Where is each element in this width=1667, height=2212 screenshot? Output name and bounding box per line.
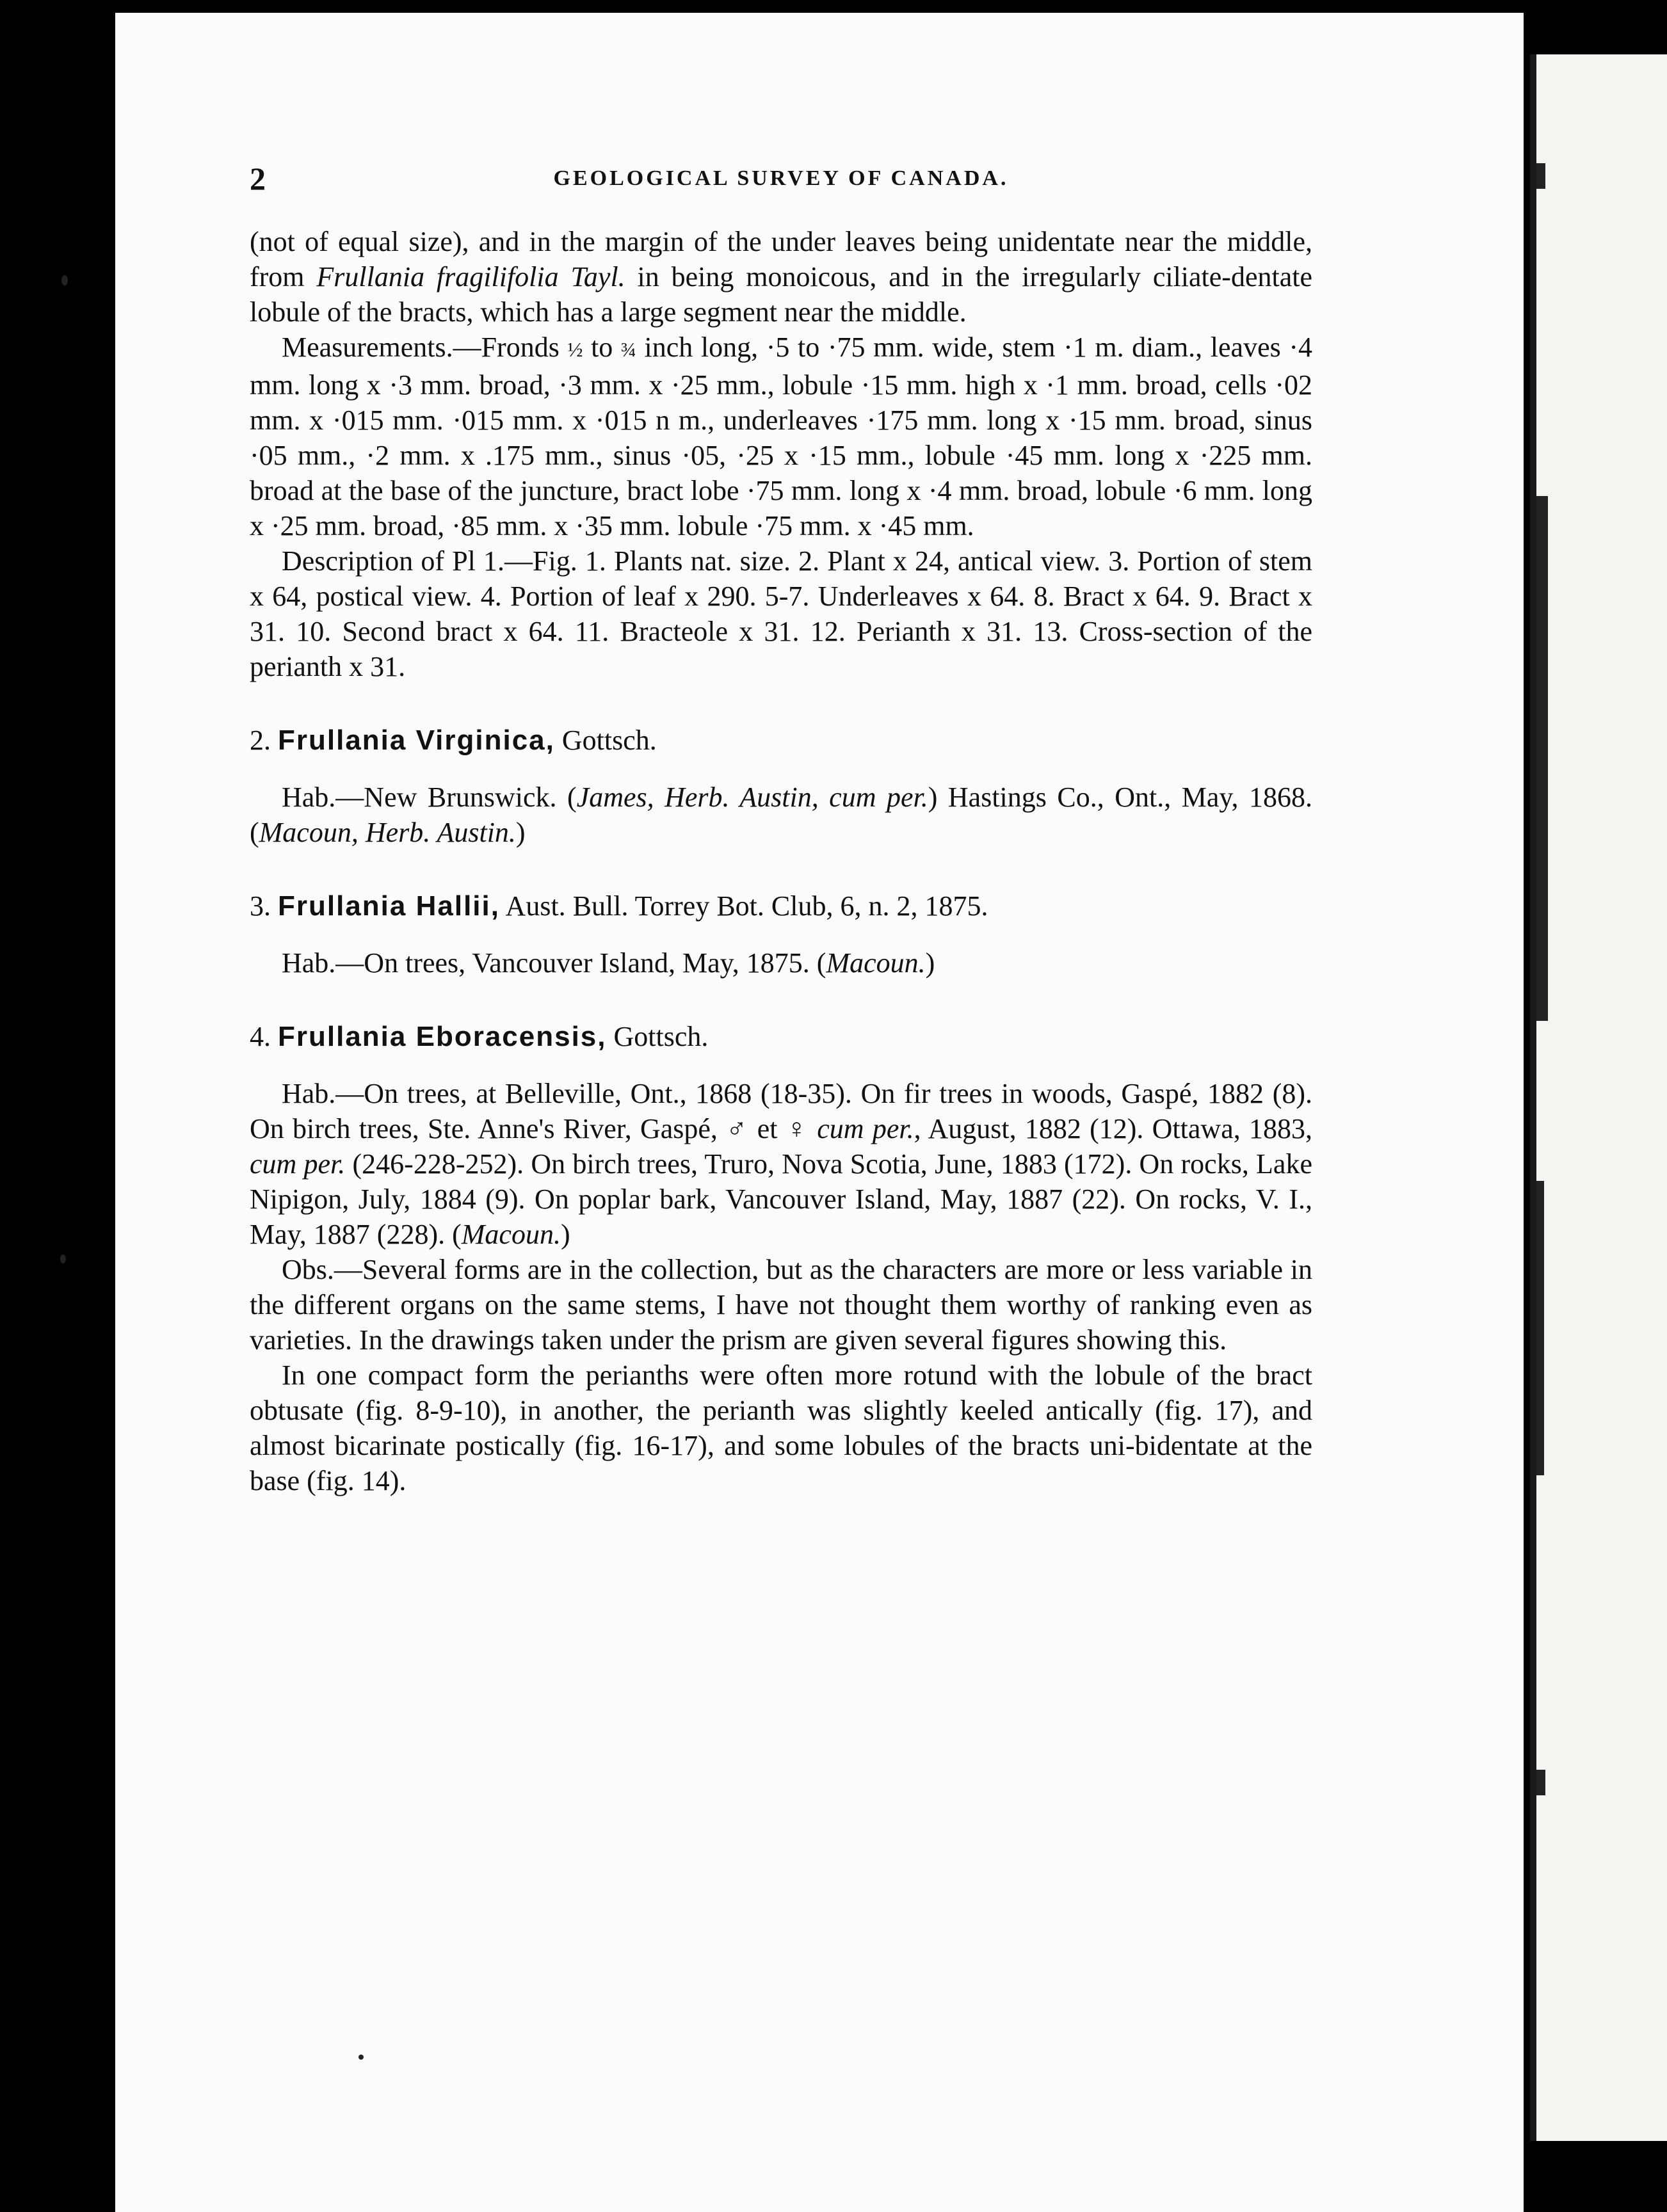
running-head — [250, 160, 1312, 198]
text-run: (not of equal size), and in the margin of the under leaves being unidentate near the middle, from — [250, 226, 1312, 293]
italic-run: James, Herb. Austin, cum per. — [576, 781, 928, 813]
scan-speck — [60, 1254, 66, 1263]
scan-speck — [358, 2055, 364, 2060]
text-run: Hab.—New Brunswick. ( — [282, 781, 577, 813]
adjacent-page-edge — [1530, 54, 1667, 2141]
species-number: 2. — [250, 725, 278, 756]
text-run: to — [583, 332, 621, 363]
page-spine-shadow — [1530, 54, 1536, 2141]
text-run: ) — [515, 817, 526, 848]
species-paragraph — [250, 780, 1312, 850]
text-run: Obs.—Several forms are in the collection, but as the characters are more or less variable in the different organs on the same stems, I have not thought them worthy of ranking even as varieties. In the drawings taken under the prism are given several figures showing this. — [250, 1254, 1312, 1356]
spine-mark — [1536, 496, 1548, 1021]
species-citation: Bull. Torrey Bot. Club, 6, n. 2, 1875. — [565, 890, 988, 922]
italic-run: cum per. — [817, 1113, 914, 1144]
running-title: GEOLOGICAL SURVEY OF CANADA. — [553, 166, 1009, 190]
text-run: Hab.—On trees, at Belleville, Ont., 1868 (18-35). On fir trees in woods, Gaspé, 1882 (8). On birch trees, Ste. Anne's River, Gaspé, ♂ et ♀ — [250, 1078, 1312, 1144]
text-run: ) — [560, 1219, 570, 1250]
scan-speck — [61, 275, 68, 285]
species-number: 4. — [250, 1021, 278, 1052]
species-authority: Aust. — [499, 890, 566, 922]
species-paragraph — [250, 1076, 1312, 1252]
species-name: Frullania Virginica, — [278, 725, 555, 756]
italic-run: Macoun. — [826, 947, 926, 979]
text-run: In one compact form the perianths were often more rotund with the lobule of the bract obtusate (fig. 8-9-10), in another, the perianth was slightly keeled antically (fig. 17), and almost bicarinate postically (fig. 16-17), and some lobules of the bracts uni-bidentate at the base (fig. 14). — [250, 1359, 1312, 1496]
italic-run: cum per. — [250, 1148, 346, 1180]
text-run: , August, 1882 (12). Ottawa, 1883, — [914, 1113, 1312, 1144]
fraction: ¾ — [620, 338, 636, 361]
text-run: Hab.—On trees, Vancouver Island, May, 1875. ( — [282, 947, 826, 979]
species-heading — [250, 888, 1312, 924]
continuation-paragraph — [250, 224, 1312, 330]
species-authority: Gottsch. — [554, 725, 657, 756]
species-heading — [250, 723, 1312, 758]
description-paragraph: Description of Pl 1.—Fig. 1. Plants nat. size. 2. Plant x 24, antical view. 3. Portion of stem x 64, postical view. 4. Portion of leaf x 290. 5-7. Underleaves x 64. 8. Bract x 64. 9. Bract x 31. 10. Second bract x 64. 11. Bracteole x 31. 12. Perianth x 31. 13. Cross-section of the perianth x 31. — [250, 545, 1312, 682]
body-text — [250, 224, 1312, 1498]
text-run: ) Hastings Co., Ont., May, 1868. ( — [250, 781, 1312, 848]
text-run: in being monoicous, and in the irregularly ciliate-dentate lobule of the bracts, which has a large segment near the middle. — [250, 261, 1312, 328]
fraction: ½ — [567, 338, 583, 361]
measurements-paragraph — [250, 330, 1312, 543]
species-paragraph — [250, 1358, 1312, 1498]
species-authority: Gottsch. — [606, 1021, 709, 1052]
species-paragraph — [250, 1252, 1312, 1358]
species-list — [250, 723, 1312, 1498]
spine-mark — [1536, 1770, 1545, 1795]
species-heading — [250, 1019, 1312, 1054]
italic-run: Frullania fragilifolia Tayl. — [316, 261, 625, 293]
italic-run: Macoun. — [461, 1219, 561, 1250]
text-run: inch long, ·5 to ·75 mm. wide, stem ·1 m. diam., leaves ·4 mm. long x ·3 mm. broad, ·3 mm. x ·25 mm., lobule ·15 mm. high x ·1 mm. broad, cells ·02 mm. x ·015 mm. ·015 mm. x ·015 n m., underleaves ·175 mm. long x ·15 mm. broad, sinus ·05 mm., ·2 mm. x .175 mm., sinus ·05, ·25 x ·15 mm., lobule ·45 mm. long x ·225 mm. broad at the base of the juncture, bract lobe ·75 mm. long x ·4 mm. broad, lobule ·6 mm. long x ·25 mm. broad, ·85 mm. x ·35 mm. lobule ·75 mm. x ·45 mm. — [250, 332, 1312, 541]
text-run: Measurements.—Fronds — [282, 332, 568, 363]
spine-mark — [1536, 1181, 1544, 1475]
species-number: 3. — [250, 890, 278, 922]
species-name: Frullania Eboracensis, — [278, 1021, 607, 1052]
italic-run: Macoun, Herb. Austin. — [259, 817, 516, 848]
text-run: ) — [925, 947, 935, 979]
spine-mark — [1536, 163, 1545, 189]
page-number: 2 — [250, 161, 266, 196]
species-paragraph — [250, 945, 1312, 981]
text-run: (246-228-252). On birch trees, Truro, Nova Scotia, June, 1883 (172). On rocks, Lake Nipigon, July, 1884 (9). On poplar bark, Vancouver Island, May, 1887 (22). On rocks, V. I., May, 1887 (228). ( — [250, 1148, 1312, 1250]
species-name: Frullania Hallii, — [278, 890, 500, 922]
